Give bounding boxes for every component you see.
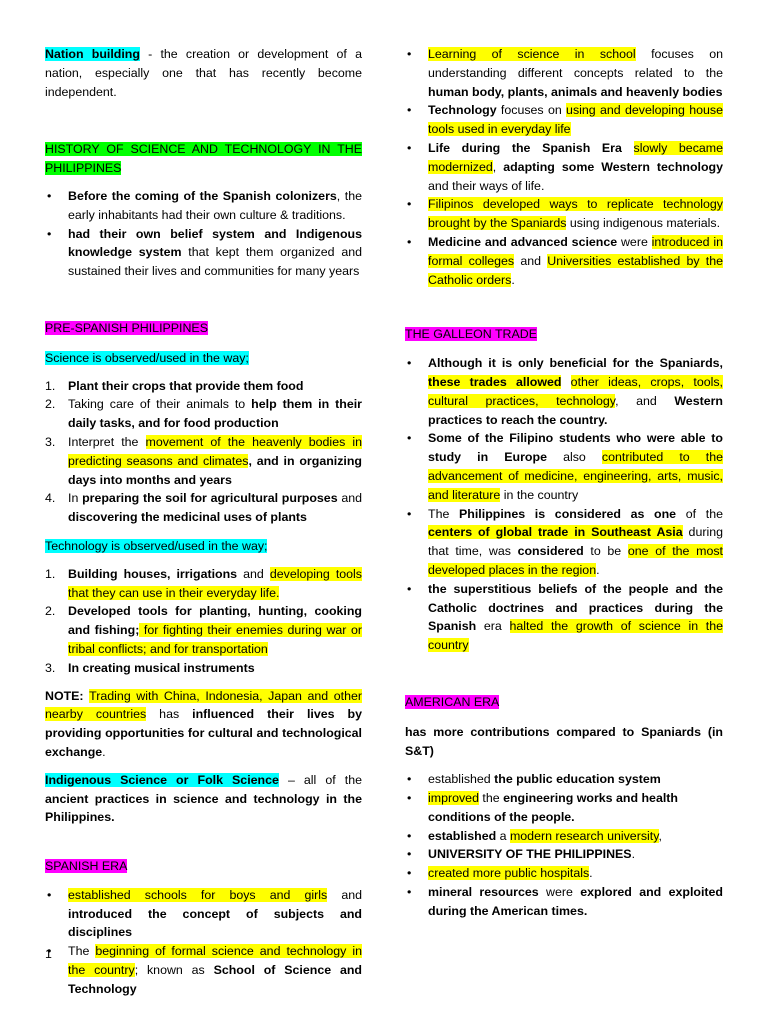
list-item: • mineral resources were explored and exploited during the American times. — [405, 883, 723, 921]
spanish-era-list — [45, 886, 362, 999]
nation-building-definition: Nation building - the creation or development of a nation, especially one that has recently become independent. — [45, 47, 362, 99]
list-item: 1. Plant their crops that provide them food — [45, 378, 304, 393]
american-era-heading: AMERICAN ERA — [405, 694, 500, 709]
spanish-era-heading: SPANISH ERA — [45, 859, 128, 874]
history-heading: HISTORY OF SCIENCE AND TECHNOLOGY IN THE PHILIPPINES — [45, 142, 362, 176]
list-item: • The beginning of formal science and technology in the country; known as School of Science and Technology — [45, 942, 362, 998]
list-item: • Technology focuses on using and developing house tools used in everyday life — [405, 101, 723, 139]
list-item: • Filipinos developed ways to replicate technology brought by the Spaniards using indigenous materials. — [405, 195, 723, 233]
list-item: • established a modern research university, — [405, 827, 723, 846]
list-item: • Although it is only beneficial for the Spaniards, these trades allowed other ideas, crops, tools, cultural practices, technology, and Western practices to reach the country. — [405, 354, 723, 429]
spanish-era-list-continued — [405, 45, 723, 289]
list-item: • improved the engineering works and health conditions of the people. — [405, 789, 723, 827]
list-item: • Before the coming of the Spanish colonizers, the early inhabitants had their own culture & traditions. — [45, 187, 362, 225]
left-column — [45, 45, 362, 999]
list-item: 3. Interpret the movement of the heavenly bodies in predicting seasons and climates, and in organizing days into months and years — [45, 434, 362, 487]
galleon-trade-list — [405, 354, 723, 655]
technology-heading: Technology is observed/used in the way; — [45, 538, 268, 553]
term-nation-building: Nation building — [45, 47, 140, 61]
list-item: • Life during the Spanish Era slowly became modernized, adapting some Western technology and their ways of life. — [405, 139, 723, 195]
list-item: • Learning of science in school focuses on understanding different concepts related to the human body, plants, animals and heavenly bodies — [405, 45, 723, 101]
history-list — [45, 187, 362, 281]
science-list — [45, 377, 362, 527]
page-number: 1 — [45, 947, 52, 961]
american-era-list — [405, 770, 723, 920]
list-item: • had their own belief system and Indigenous knowledge system that kept them organized and sustained their lives and communities for many years — [45, 225, 362, 281]
technology-list — [45, 565, 362, 678]
list-item: • The Philippines is considered as one of the centers of global trade in Southeast Asia during that time, was considered to be one of the most developed places in the region. — [405, 505, 723, 580]
list-item: 1. Building houses, irrigations and developing tools that they can use in their everyday life. — [45, 566, 363, 600]
right-column — [405, 45, 723, 921]
list-item: • Medicine and advanced science were introduced in formal colleges and Universities established by the Catholic orders. — [405, 233, 723, 289]
list-item: • created more public hospitals. — [405, 864, 723, 883]
list-item: • the superstitious beliefs of the people and the Catholic doctrines and practices during the Spanish era halted the growth of science in the country — [405, 580, 723, 655]
list-item: • UNIVERSITY OF THE PHILIPPINES. — [405, 845, 723, 864]
pre-spanish-heading: PRE-SPANISH PHILIPPINES — [45, 320, 208, 335]
list-item: • established schools for boys and girls and introduced the concept of subjects and disciplines — [45, 886, 362, 942]
science-heading: Science is observed/used in the way; — [45, 350, 249, 365]
list-item: 2. Taking care of their animals to help them in their daily tasks, and for food production — [45, 397, 362, 431]
indigenous-science-paragraph: Indigenous Science or Folk Science – all of the ancient practices in science and technology in the Philippines. — [45, 772, 362, 825]
list-item: • Some of the Filipino students who were able to study in Europe also contributed to the advancement of medicine, engineering, arts, music, and literature in the country — [405, 429, 723, 504]
list-item: 2. Developed tools for planting, hunting, cooking and fishing; for fighting their enemies during war or tribal conflicts; and for transportation — [45, 604, 362, 656]
galleon-trade-heading: THE GALLEON TRADE — [405, 327, 537, 342]
american-era-subheading: has more contributions compared to Spaniards (in S&T) — [405, 724, 723, 758]
list-item: 3. In creating musical instruments — [45, 660, 255, 675]
list-item: 4. In preparing the soil for agricultural purposes and discovering the medicinal uses of plants — [45, 491, 362, 525]
list-item: • established the public education system — [405, 770, 723, 789]
note-paragraph: NOTE: Trading with China, Indonesia, Japan and other nearby countries has influenced their lives by providing opportunities for cultural and technological exchange. — [45, 688, 362, 759]
